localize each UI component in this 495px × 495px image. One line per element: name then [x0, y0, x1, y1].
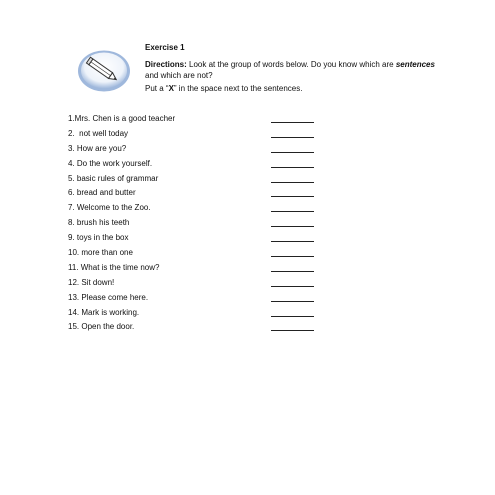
- item-text: 2. not well today: [68, 128, 129, 138]
- answer-blank[interactable]: [271, 182, 314, 183]
- answer-blank[interactable]: [271, 301, 314, 302]
- list-item: [68, 158, 318, 173]
- answer-blank[interactable]: [271, 271, 314, 272]
- list-item: [68, 307, 318, 322]
- item-text: 11. What is the time now?: [68, 262, 160, 272]
- answer-blank[interactable]: [271, 122, 314, 123]
- item-text: 5. basic rules of grammar: [68, 173, 159, 183]
- item-list: [68, 113, 318, 336]
- item-text: 13. Please come here.: [68, 292, 149, 302]
- list-item: [68, 113, 318, 128]
- item-text: 14. Mark is working.: [68, 307, 140, 317]
- list-item: [68, 202, 318, 217]
- list-item: [68, 128, 318, 143]
- item-text: 8. brush his teeth: [68, 218, 130, 228]
- item-text: 4. Do the work yourself.: [68, 158, 153, 168]
- answer-blank[interactable]: [271, 316, 314, 317]
- directions-emphasis: sentences: [395, 60, 435, 69]
- answer-blank[interactable]: [271, 167, 314, 168]
- list-item: [68, 321, 318, 336]
- list-item: [68, 143, 318, 158]
- directions-body-2: and which are not?: [145, 70, 213, 80]
- instruction-prefix: Put a “: [145, 84, 169, 93]
- exercise-title: Exercise 1: [145, 43, 185, 52]
- item-text: 6. bread and butter: [68, 188, 136, 198]
- item-text: 7. Welcome to the Zoo.: [68, 203, 151, 213]
- directions-body-1: Look at the group of words below. Do you know which are: [186, 60, 396, 69]
- item-text: 10. more than one: [68, 248, 133, 258]
- list-item: [68, 217, 318, 232]
- list-item: [68, 232, 318, 247]
- answer-blank[interactable]: [271, 196, 314, 197]
- directions-text: [145, 60, 435, 81]
- instruction-text: [145, 84, 302, 93]
- answer-blank[interactable]: [271, 286, 314, 287]
- answer-blank[interactable]: [271, 330, 314, 331]
- item-text: 9. toys in the box: [68, 233, 129, 243]
- item-text: 3. How are you?: [68, 143, 127, 153]
- answer-blank[interactable]: [271, 241, 314, 242]
- list-item: [68, 292, 318, 307]
- answer-blank[interactable]: [271, 152, 314, 153]
- instruction-mark: X: [168, 84, 174, 93]
- item-text: 1.Mrs. Chen is a good teacher: [68, 114, 176, 123]
- pencil-icon: [77, 49, 131, 93]
- answer-blank[interactable]: [271, 226, 314, 227]
- list-item: [68, 262, 318, 277]
- item-text: 12. Sit down!: [68, 277, 115, 287]
- answer-blank[interactable]: [271, 137, 314, 138]
- list-item: [68, 277, 318, 292]
- list-item: [68, 247, 318, 262]
- instruction-suffix: ” in the space next to the sentences.: [173, 84, 303, 93]
- answer-blank[interactable]: [271, 211, 314, 212]
- answer-blank[interactable]: [271, 256, 314, 257]
- list-item: [68, 187, 318, 202]
- item-text: 15. Open the door.: [68, 322, 135, 332]
- directions-label: Directions:: [145, 60, 187, 69]
- list-item: [68, 173, 318, 188]
